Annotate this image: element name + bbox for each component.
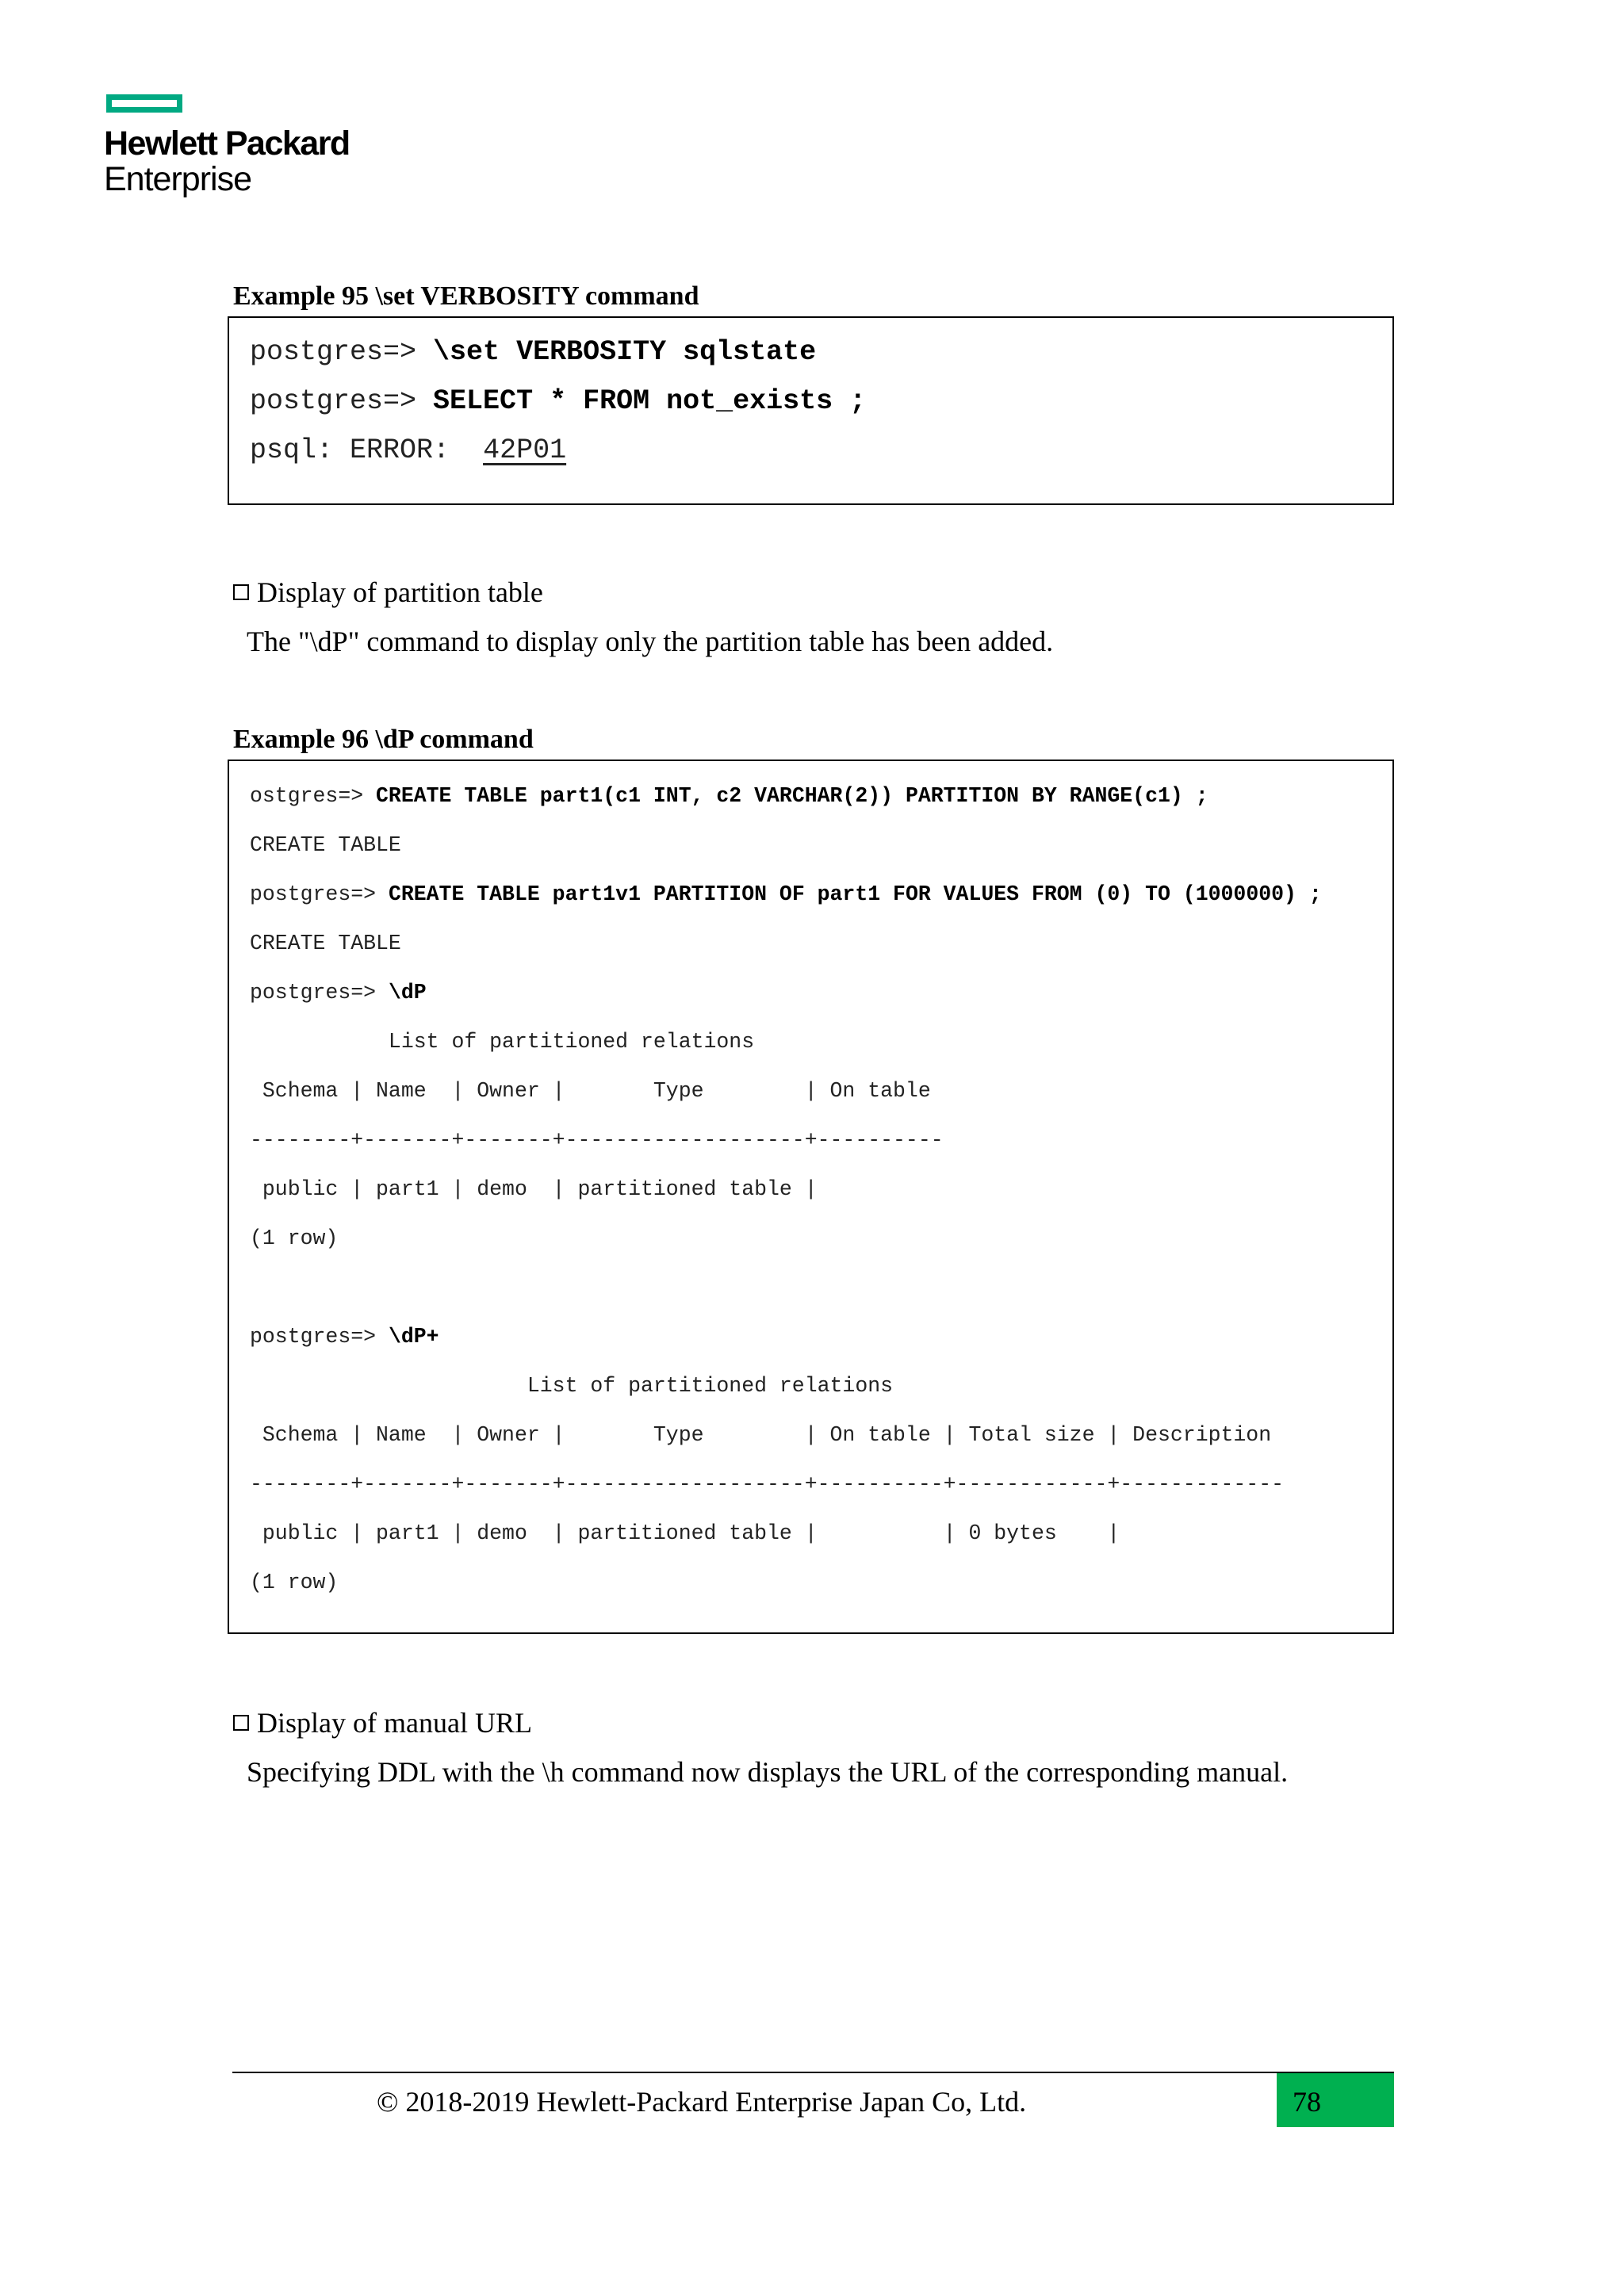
code-line: ostgres=> CREATE TABLE part1(c1 INT, c2 VARCHAR(2)) PARTITION BY RANGE(c1) ; xyxy=(250,784,1208,808)
code-line: Schema | Name | Owner | Type | On table xyxy=(250,1079,931,1103)
logo-text-line1: Hewlett Packard xyxy=(104,124,350,163)
code-line: (1 row) xyxy=(250,1571,339,1594)
code-line: List of partitioned relations xyxy=(250,1030,755,1054)
example95-code-box xyxy=(228,316,1394,505)
hpe-logo-mark xyxy=(106,94,182,113)
example95-caption: Example 95 \set VERBOSITY command xyxy=(233,281,699,311)
page-number: 78 xyxy=(1293,2086,1321,2118)
example96-code-box xyxy=(228,760,1394,1634)
section-heading-manual: Display of manual URL xyxy=(233,1709,532,1737)
code-line: CREATE TABLE xyxy=(250,833,401,857)
code-line: psql: ERROR: 42P01 xyxy=(250,434,567,466)
code-line: List of partitioned relations xyxy=(250,1374,894,1398)
code-line: postgres=> \dP+ xyxy=(250,1325,439,1349)
code-line: postgres=> \dP xyxy=(250,981,427,1004)
code-line: CREATE TABLE xyxy=(250,932,401,955)
logo-text-line2: Enterprise xyxy=(104,160,251,198)
section-body-manual: Specifying DDL with the \h command now displays the URL of the corresponding manual. xyxy=(247,1756,1289,1788)
footer-rule xyxy=(232,2072,1394,2073)
sqlstate-code: 42P01 xyxy=(483,434,567,466)
code-line: --------+-------+-------+-------------------+---------- xyxy=(250,1128,944,1152)
checkbox-square-icon xyxy=(233,1715,249,1731)
code-line: --------+-------+-------+-------------------+----------+------------+------------- xyxy=(250,1472,1285,1496)
code-line: postgres=> SELECT * FROM not_exists ; xyxy=(250,385,867,417)
code-line: (1 row) xyxy=(250,1226,339,1250)
code-line: public | part1 | demo | partitioned table | xyxy=(250,1177,818,1201)
code-line: postgres=> \set VERBOSITY sqlstate xyxy=(250,336,817,368)
checkbox-square-icon xyxy=(233,584,249,600)
example96-caption: Example 96 \dP command xyxy=(233,725,534,754)
code-line: public | part1 | demo | partitioned table | | 0 bytes | xyxy=(250,1521,1120,1545)
section-heading-partition: Display of partition table xyxy=(233,578,543,607)
code-line: Schema | Name | Owner | Type | On table | Total size | Description xyxy=(250,1423,1272,1447)
footer-copyright: © 2018-2019 Hewlett-Packard Enterprise Japan Co, Ltd. xyxy=(377,2086,1027,2118)
section-body-partition: The "\dP" command to display only the partition table has been added. xyxy=(247,626,1054,657)
code-line: postgres=> CREATE TABLE part1v1 PARTITION OF part1 FOR VALUES FROM (0) TO (1000000) ; xyxy=(250,882,1322,906)
